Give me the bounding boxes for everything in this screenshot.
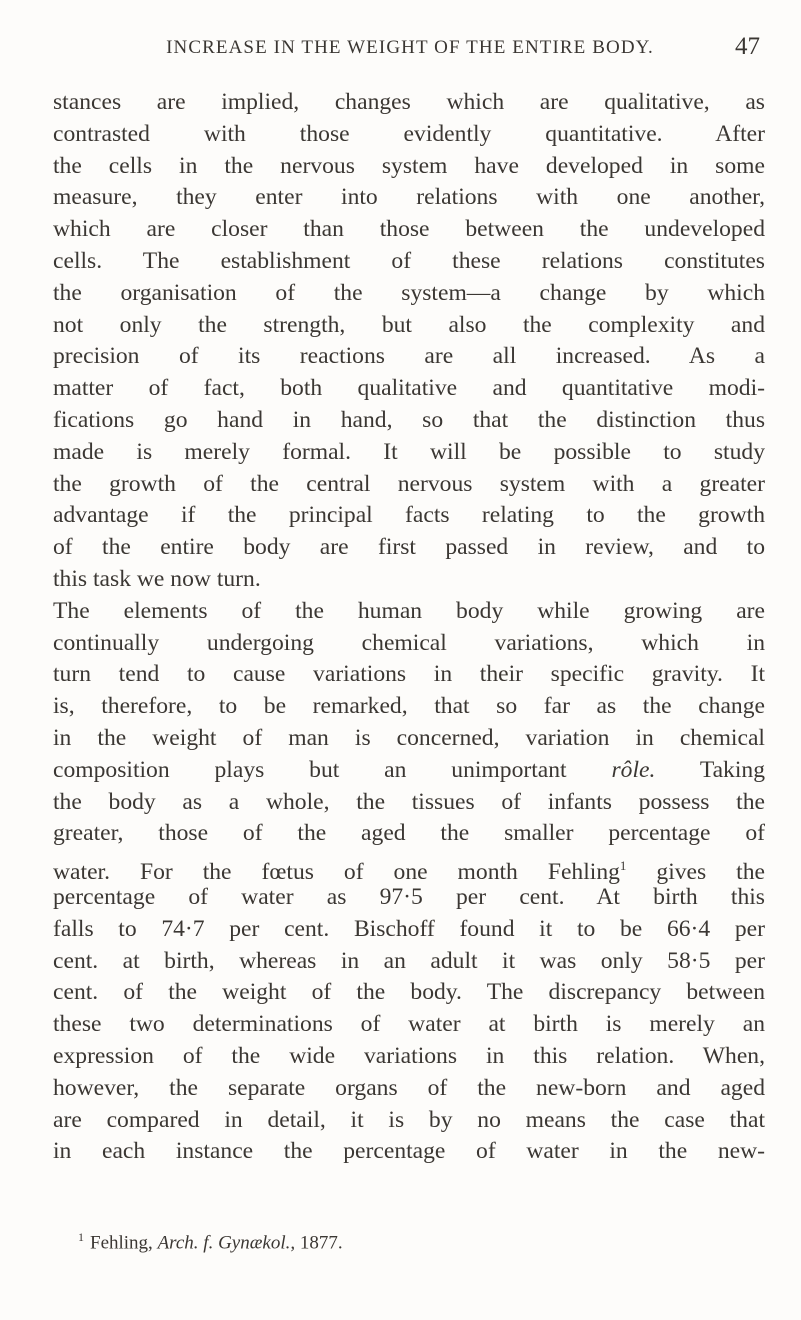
text-line: in the weight of man is concerned, variation in chemical	[53, 724, 765, 751]
text-segment: water. For the fœtus of one month Fehling	[53, 858, 620, 885]
page-number: 47	[735, 33, 760, 60]
text-line: these two determinations of water at birth is merely an	[53, 1011, 765, 1038]
text-line: stances are implied, changes which are qualitative, as	[53, 89, 765, 115]
text-line: falls to 74·7 per cent. Bischoff found it to be 66·4 per	[53, 915, 765, 942]
paragraph-start-line: The elements of the human body while growing are	[53, 597, 765, 624]
text-line: fications go hand in hand, so that the distinction thus	[53, 406, 765, 433]
text-line: the organisation of the system—a change by which	[53, 279, 765, 306]
text-line: greater, those of the aged the smaller percentage of	[53, 820, 765, 847]
italic-word: rôle.	[611, 756, 656, 783]
text-line: cent. of the weight of the body. The discrepancy between	[53, 979, 765, 1006]
text-line: percentage of water as 97·5 per cent. At birth this	[53, 883, 765, 910]
footnote-marker: 1	[78, 1230, 84, 1244]
text-line: matter of fact, both qualitative and quantitative modi-	[53, 375, 765, 402]
text-line: contrasted with those evidently quantitative. After	[53, 120, 765, 147]
text-line-with-italic	[53, 755, 765, 787]
page-header	[110, 33, 760, 69]
text-line: is, therefore, to be remarked, that so far as the change	[53, 693, 765, 720]
footnote-year: 1877.	[299, 1232, 343, 1254]
text-line: which are closer than those between the undeveloped	[53, 216, 765, 243]
footnote-reference: 1	[619, 858, 627, 874]
footnote-author: Fehling,	[90, 1232, 153, 1254]
text-segment: composition plays but an unimportant	[53, 756, 567, 783]
text-line: the body as a whole, the tissues of infants possess the	[53, 788, 765, 815]
text-segment: gives the	[656, 858, 766, 885]
text-segment: Taking	[699, 756, 765, 783]
footnote	[78, 1225, 343, 1255]
text-line: continually undergoing chemical variations, which in	[53, 629, 765, 656]
text-line: precision of its reactions are all increased. As a	[53, 343, 765, 370]
running-head: INCREASE IN THE WEIGHT OF THE ENTIRE BODY.	[166, 37, 654, 58]
text-line: the cells in the nervous system have developed in some	[53, 152, 765, 179]
text-line: cent. at birth, whereas in an adult it was only 58·5 per	[53, 947, 765, 974]
text-line: advantage if the principal facts relating to the growth	[53, 502, 765, 529]
paragraph-end-line: this task we now turn.	[53, 565, 261, 592]
text-line-with-footnote-ref	[53, 850, 766, 885]
text-line: of the entire body are first passed in review, and to	[53, 534, 765, 561]
text-line: measure, they enter into relations with one another,	[53, 184, 765, 211]
text-line: the growth of the central nervous system with a greater	[53, 470, 765, 497]
text-line: expression of the wide variations in this relation. When,	[53, 1042, 765, 1069]
footnote-journal: Arch. f. Gynækol.,	[157, 1232, 296, 1254]
text-line: turn tend to cause variations in their specific gravity. It	[53, 661, 765, 688]
text-line: made is merely formal. It will be possible to study	[53, 438, 765, 465]
text-line: are compared in detail, it is by no means the case that	[53, 1106, 765, 1133]
text-line: in each instance the percentage of water in the new-	[53, 1138, 765, 1165]
body-text	[53, 87, 765, 1168]
text-line: not only the strength, but also the complexity and	[53, 311, 765, 338]
text-line: cells. The establishment of these relations constitutes	[53, 247, 765, 274]
text-line: however, the separate organs of the new-born and aged	[53, 1074, 765, 1101]
